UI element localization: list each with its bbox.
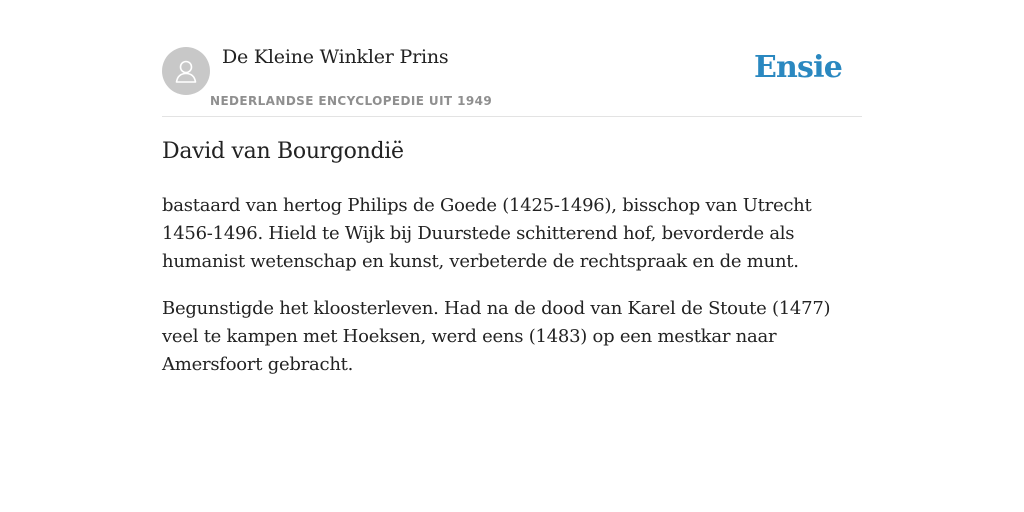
article-paragraph: bastaard van hertog Philips de Goede (1425-1496), bisschop van Utrecht 1456-1496. Hield te Wijk bij Duurstede schitterend hof, bevorderde als humanist wetenschap en kunst, verbeterde de rechtspraak en de munt.: [162, 195, 812, 272]
avatar[interactable]: [162, 47, 210, 95]
article-body: [162, 192, 862, 398]
source-subtitle: NEDERLANDSE ENCYCLOPEDIE UIT 1949: [210, 94, 493, 108]
article-paragraph: Begunstigde het kloosterleven. Had na de dood van Karel de Stoute (1477) veel te kampen met Hoeksen, werd eens (1483) op een mestkar naar Amersfoort gebracht.: [162, 298, 831, 375]
user-icon: [172, 57, 200, 85]
source-header: [162, 0, 862, 117]
brand-logo[interactable]: Ensie: [753, 50, 842, 85]
source-name[interactable]: De Kleine Winkler Prins: [222, 46, 449, 68]
article-title: David van Bourgondië: [162, 139, 404, 164]
